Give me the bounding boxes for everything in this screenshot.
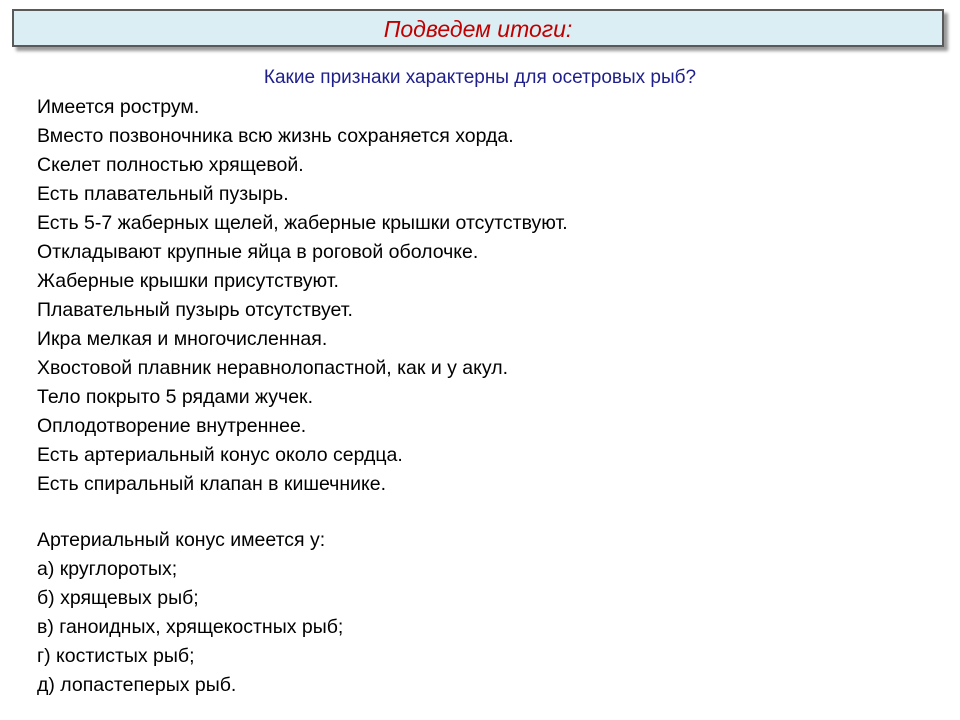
fact-item: Есть спиральный клапан в кишечнике. <box>37 473 387 495</box>
fact-item: Жаберные крышки присутствуют. <box>37 270 339 292</box>
fact-item: Есть плавательный пузырь. <box>37 183 289 205</box>
quiz-option-d: г) костистых рыб; <box>37 645 195 667</box>
fact-item: Оплодотворение внутреннее. <box>37 415 307 437</box>
fact-item: Хвостовой плавник неравнолопастной, как и у акул. <box>37 357 509 379</box>
quiz-option-b: б) хрящевых рыб; <box>37 587 199 609</box>
quiz-block <box>37 526 343 700</box>
slide-title: Подведем итоги: <box>383 16 573 42</box>
fact-item: Вместо позвоночника всю жизнь сохраняется хорда. <box>37 125 514 147</box>
fact-item: Есть артериальный конус около сердца. <box>37 444 403 466</box>
quiz-option-c: в) ганоидных, хрящекостных рыб; <box>37 616 344 638</box>
fact-item: Плавательный пузырь отсутствует. <box>37 299 353 321</box>
question-heading: Какие признаки характерны для осетровых рыб? <box>263 67 697 88</box>
facts-list <box>37 93 568 499</box>
fact-item: Есть 5-7 жаберных щелей, жаберные крышки отсутствуют. <box>37 212 568 234</box>
quiz-option-a: а) круглоротых; <box>37 558 178 580</box>
fact-item: Скелет полностью хрящевой. <box>37 154 304 176</box>
slide-title-bar <box>12 9 944 47</box>
fact-item: Тело покрыто 5 рядами жучек. <box>37 386 313 408</box>
quiz-options <box>37 555 343 700</box>
quiz-question: Артериальный конус имеется у: <box>37 529 326 551</box>
quiz-option-e: д) лопастеперых рыб. <box>37 674 237 696</box>
fact-item: Откладывают крупные яйца в роговой оболочке. <box>37 241 479 263</box>
fact-item: Икра мелкая и многочисленная. <box>37 328 328 350</box>
fact-item: Имеется рострум. <box>37 96 200 118</box>
